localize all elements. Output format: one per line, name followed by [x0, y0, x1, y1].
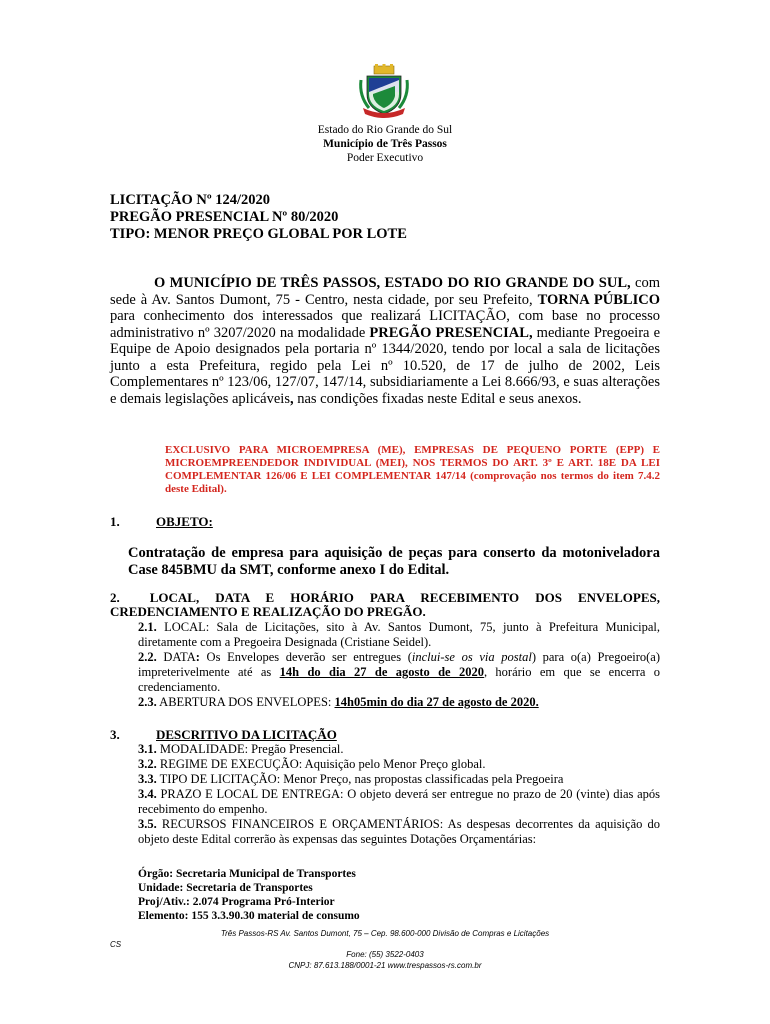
footer-cs: CS: [110, 940, 122, 949]
intro-text-3: mediante Pregoeira e Equipe de Apoio designados pela portaria nº 1344/2020, tendo por local a sala de licitações junto a esta Prefeitura, regido pela Lei nº 10.520, de 17 de julho de 2002, Leis Complementares nº 123/06, 127/07, 147/14, subsidiariamente a Lei 8.666/93, e suas alterações e demais legislações aplicáveis: [110, 324, 661, 407]
item-text: ABERTURA DOS ENVELOPES:: [156, 695, 335, 709]
item-number: 3.5.: [138, 817, 157, 831]
item-italic: inclui-se os via postal: [411, 650, 532, 664]
item-text: REGIME DE EXECUÇÃO: Aquisição pelo Menor Preço global.: [156, 757, 486, 771]
intro-text-2: para conhecimento dos interessados que realizará LICITAÇÃO, com base no processo administrativo nº 3207/2020 na modalidade: [110, 308, 660, 341]
section3-item-1: [138, 742, 660, 757]
section1-number: 1.: [110, 514, 120, 529]
intro-bold-publico: TORNA PÚBLICO: [537, 291, 660, 308]
section3-body: [138, 742, 660, 847]
intro-bold-pregao: PREGÃO PRESENCIAL,: [369, 324, 533, 341]
section2-item-1: [138, 620, 660, 650]
section3-item-2: [138, 757, 660, 772]
intro-text-4: nas condições fixadas neste Edital e seus anexos.: [293, 390, 582, 407]
header-branch: Poder Executivo: [346, 152, 424, 164]
title-tipo: TIPO: MENOR PREÇO GLOBAL POR LOTE: [110, 226, 407, 242]
item-number: 2.2.: [138, 650, 157, 664]
section3-title: DESCRITIVO DA LICITAÇÃO: [156, 727, 337, 742]
item-number: 3.3.: [138, 772, 157, 786]
item-number: 3.4.: [138, 787, 157, 801]
section2-title: LOCAL, DATA E HORÁRIO PARA RECEBIMENTO DOS ENVELOPES, CREDENCIAMENTO E REALIZAÇÃO DO PREGÃO.: [110, 590, 660, 619]
section2-item-2: [138, 650, 660, 695]
header-state: Estado do Rio Grande do Sul: [317, 124, 453, 136]
delivery-deadline: 14h do dia 27 de agosto de 2020: [279, 665, 484, 679]
item-number: 3.1.: [138, 742, 157, 756]
intro-text-1: com sede à Av. Santos Dumont, 75 - Centro, nesta cidade, por seu Prefeito,: [110, 275, 661, 308]
item-text: MODALIDADE: Pregão Presencial.: [156, 742, 344, 756]
intro-bold-municipality: O MUNICÍPIO DE TRÊS PASSOS, ESTADO DO RIO GRANDE DO SUL,: [154, 275, 631, 291]
item-number: 3.2.: [138, 757, 157, 771]
budget-projativ: Proj/Ativ.: 2.074 Programa Pró-Interior: [138, 896, 335, 908]
item-number: 2.1.: [138, 620, 157, 634]
item-number: 2.3.: [138, 695, 157, 709]
budget-orgao: Órgão: Secretaria Municipal de Transportes: [138, 868, 356, 880]
item-text: DATA: [156, 650, 196, 664]
item-text: , horário em que se encerra o credenciamento.: [138, 665, 661, 694]
opening-time: 14h05min do dia 27 de agosto de 2020.: [334, 695, 539, 709]
item-text: LOCAL: Sala de Licitações, sito à Av. Santos Dumont, 75, junto à Prefeitura Municipal, diretamente com a Pregoeira Designada (Cristiane Seidel).: [138, 620, 660, 649]
intro-bold-comma: ,: [289, 390, 294, 407]
section3-number: 3.: [110, 727, 120, 742]
header-municipality: Município de Três Passos: [323, 138, 447, 150]
footer-address: Três Passos-RS Av. Santos Dumont, 75 – Cep. 98.600-000 Divisão de Compras e Licitações: [220, 929, 550, 938]
budget-unidade: Unidade: Secretaria de Transportes: [138, 882, 313, 894]
section2-heading: [110, 591, 660, 619]
exclusive-notice: EXCLUSIVO PARA MICROEMPRESA (ME), EMPRESAS DE PEQUENO PORTE (EPP) E MICROEMPREENDEDOR INDIVIDUAL (MEI), NOS TERMOS DO ART. 3º E ART. 18E DA LEI COMPLEMENTAR 126/06 E LEI COMPLEMENTAR 147/14 (comprovação nos termos do item 7.4.2 deste Edital).: [165, 444, 660, 495]
footer-phone: Fone: (55) 3522-0403: [346, 950, 424, 959]
item-text: RECURSOS FINANCEIROS E ORÇAMENTÁRIOS: As despesas decorrentes da aquisição do objeto deste Edital correrão às expensas das seguintes Dotações Orçamentárias:: [138, 817, 660, 846]
intro-paragraph: [110, 275, 660, 407]
budget-elemento: Elemento: 155 3.3.90.30 material de consumo: [138, 910, 360, 922]
item-text: Os Envelopes deverão ser entregues (: [199, 650, 412, 664]
item-text: ) para o(a) Pregoeiro(a) impreterivelmente até as: [138, 650, 660, 679]
municipal-crest-icon: [357, 64, 411, 118]
title-licitacao: LICITAÇÃO Nº 124/2020: [110, 192, 271, 208]
section3-item-4: [138, 787, 660, 817]
footer-cnpj: CNPJ: 87.613.188/0001-21 www.trespassos-rs.com.br: [288, 961, 482, 970]
item-colon: :: [195, 650, 200, 664]
section1-text: Contratação de empresa para aquisição de peças para conserto da motoniveladora Case 845BMU da SMT, conforme anexo I do Edital.: [128, 545, 660, 578]
section1-title: OBJETO:: [156, 514, 213, 529]
item-text: PRAZO E LOCAL DE ENTREGA: O objeto deverá ser entregue no prazo de 20 (vinte) dias após recebimento do empenho.: [138, 787, 660, 816]
title-pregao: PREGÃO PRESENCIAL Nº 80/2020: [110, 209, 339, 225]
section2-number: 2.: [110, 590, 120, 605]
section2-body: [138, 620, 660, 710]
section3-item-3: [138, 772, 660, 787]
section2-item-3: [138, 695, 660, 710]
section3-item-5: [138, 817, 660, 847]
item-text: TIPO DE LICITAÇÃO: Menor Preço, nas propostas classificadas pela Pregoeira: [156, 772, 564, 786]
